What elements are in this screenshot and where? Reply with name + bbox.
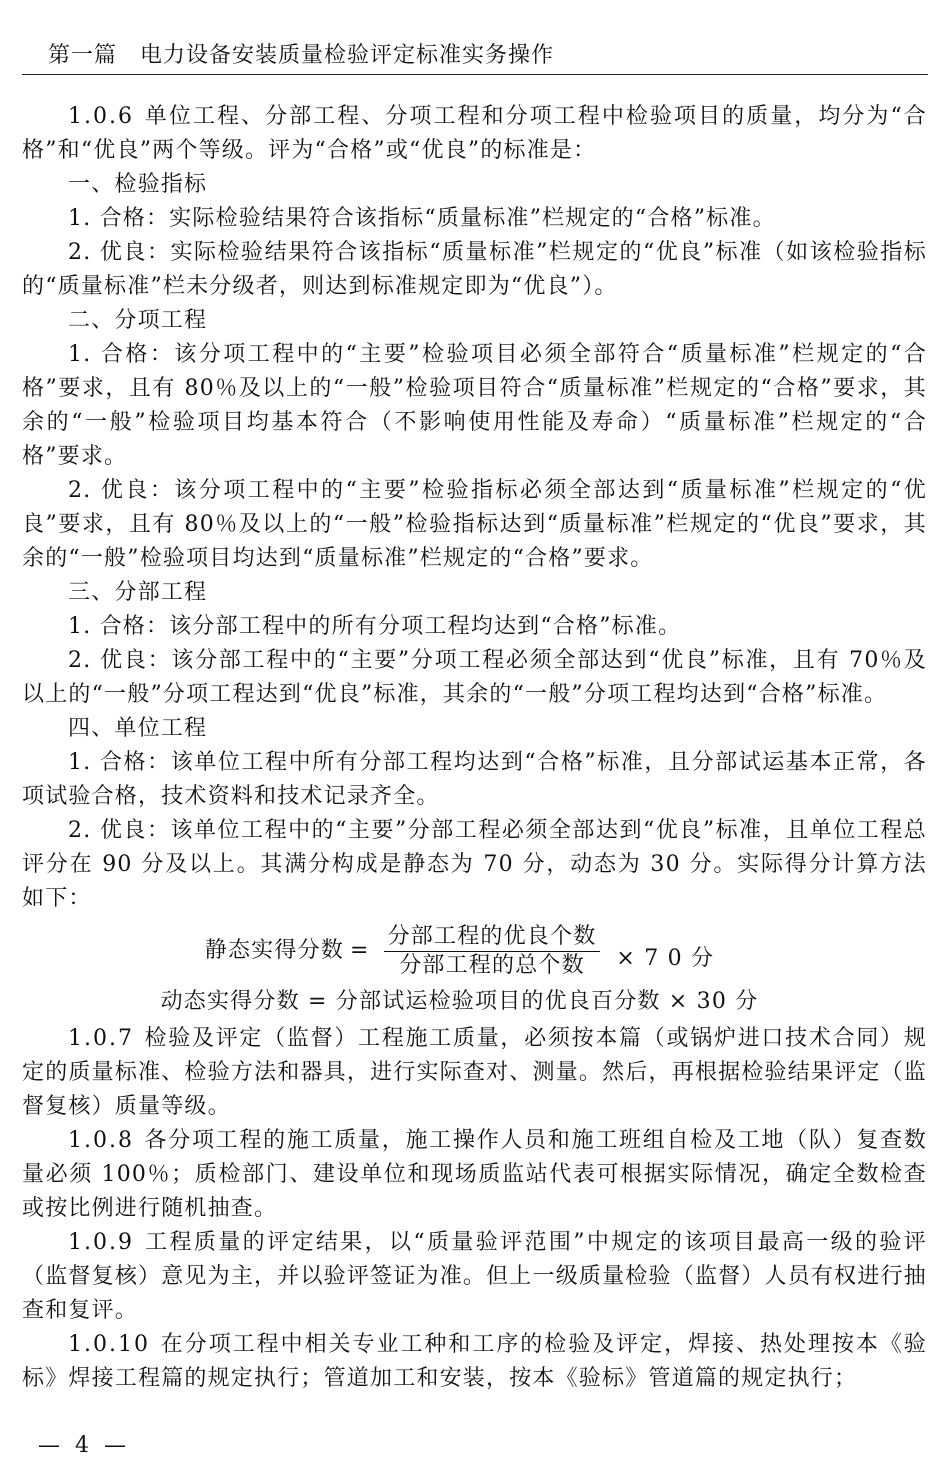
formula-fraction: [384, 923, 601, 980]
formula-lhs: 静态实得分数: [204, 938, 344, 963]
paragraph: 2. 优良：实际检验结果符合该指标“质量标准”栏规定的“优良”标准（如该检验指标的“质量标准”栏未分级者，则达到标准规定即为“优良”）。: [22, 240, 927, 299]
section-heading-unit-project: 四、单位工程: [68, 716, 208, 741]
formula-multiplier: × 7 0 分: [616, 946, 715, 971]
dynamic-score-formula: 动态实得分数 = 分部试运检验项目的优良百分数 × 30 分: [160, 989, 759, 1014]
page-body: [22, 100, 927, 1396]
clause-text: 各分项工程的施工质量，施工操作人员和施工班组自检及工地（队）复查数量必须 100％；质检部门、建设单位和现场质监站代表可根据实际情况，确定全数检查或按比例进行随机抽查。: [22, 1128, 927, 1221]
paragraph: 2. 优良：该单位工程中的“主要”分部工程必须全部达到“优良”标准，且单位工程总评分在 90 分及以上。其满分构成是静态为 70 分，动态为 30 分。实际得分计算方法如下：: [22, 818, 927, 911]
formula-denominator: 分部工程的总个数: [399, 952, 585, 978]
static-score-formula: [0, 920, 927, 982]
clause-1-0-9: [22, 1226, 927, 1328]
clause-1-0-10: [22, 1328, 927, 1396]
section-heading-division-project: 三、分部工程: [68, 580, 208, 605]
clause-1-0-7: [22, 1022, 927, 1124]
clause-1-0-6: [22, 100, 927, 168]
clause-text: 工程质量的评定结果，以“质量验评范围”中规定的该项目最高一级的验评（监督复核）意见为主，并以验评签证为准。但上一级质量检验（监督）人员有权进行抽查和复评。: [22, 1230, 927, 1323]
section-heading-subitem-project: 二、分项工程: [68, 308, 208, 333]
clause-1-0-8: [22, 1124, 927, 1226]
paragraph: 1. 合格：该分部工程中的所有分项工程均达到“合格”标准。: [68, 614, 682, 639]
clause-number: 1.0.9: [68, 1230, 134, 1255]
paragraph: 2. 优良：该分项工程中的“主要”检验指标必须全部达到“质量标准”栏规定的“优良”要求，且有 80％及以上的“一般”检验指标达到“质量标准”栏规定的“优良”要求，其余的“一般”检验项目均达到“质量标准”栏规定的“合格”要求。: [22, 478, 927, 571]
paragraph: 1. 合格：该分项工程中的“主要”检验项目必须全部符合“质量标准”栏规定的“合格”要求，且有 80％及以上的“一般”检验项目符合“质量标准”栏规定的“合格”要求，其余的“一般”检验项目均基本符合（不影响使用性能及寿命）“质量标准”栏规定的“合格”要求。: [22, 342, 927, 469]
section-heading-inspection-index: 一、检验指标: [68, 172, 208, 197]
header-title: 第一篇 电力设备安装质量检验评定标准实务操作: [48, 43, 555, 68]
formula-equals: =: [349, 938, 370, 963]
page-header: [22, 34, 928, 75]
page-number: — 4 —: [38, 1433, 130, 1458]
clause-text: 在分项工程中相关专业工种和工序的检验及评定，焊接、热处理按本《验标》焊接工程篇的规定执行；管道加工和安装，按本《验标》管道篇的规定执行；: [22, 1332, 927, 1391]
paragraph: 1. 合格：实际检验结果符合该指标“质量标准”栏规定的“合格”标准。: [68, 206, 776, 231]
clause-text: 检验及评定（监督）工程施工质量，必须按本篇（或锅炉进口技术合同）规定的质量标准、检验方法和器具，进行实际查对、测量。然后，再根据检验结果评定（监督复核）质量等级。: [22, 1026, 927, 1119]
clause-number: 1.0.6: [68, 104, 134, 129]
clause-number: 1.0.10: [68, 1332, 150, 1357]
clause-number: 1.0.8: [68, 1128, 134, 1153]
formula-block: [22, 920, 927, 1022]
clause-number: 1.0.7: [68, 1026, 134, 1051]
paragraph: 2. 优良：该分部工程中的“主要”分项工程必须全部达到“优良”标准，且有 70％及以上的“一般”分项工程达到“优良”标准，其余的“一般”分项工程均达到“合格”标准。: [22, 648, 927, 707]
clause-text: 单位工程、分部工程、分项工程和分项工程中检验项目的质量，均分为“合格”和“优良”两个等级。评为“合格”或“优良”的标准是：: [22, 104, 927, 163]
paragraph: 1. 合格：该单位工程中所有分部工程均达到“合格”标准，且分部试运基本正常，各项试验合格，技术资料和技术记录齐全。: [22, 750, 927, 809]
formula-numerator: 分部工程的优良个数: [384, 923, 601, 952]
